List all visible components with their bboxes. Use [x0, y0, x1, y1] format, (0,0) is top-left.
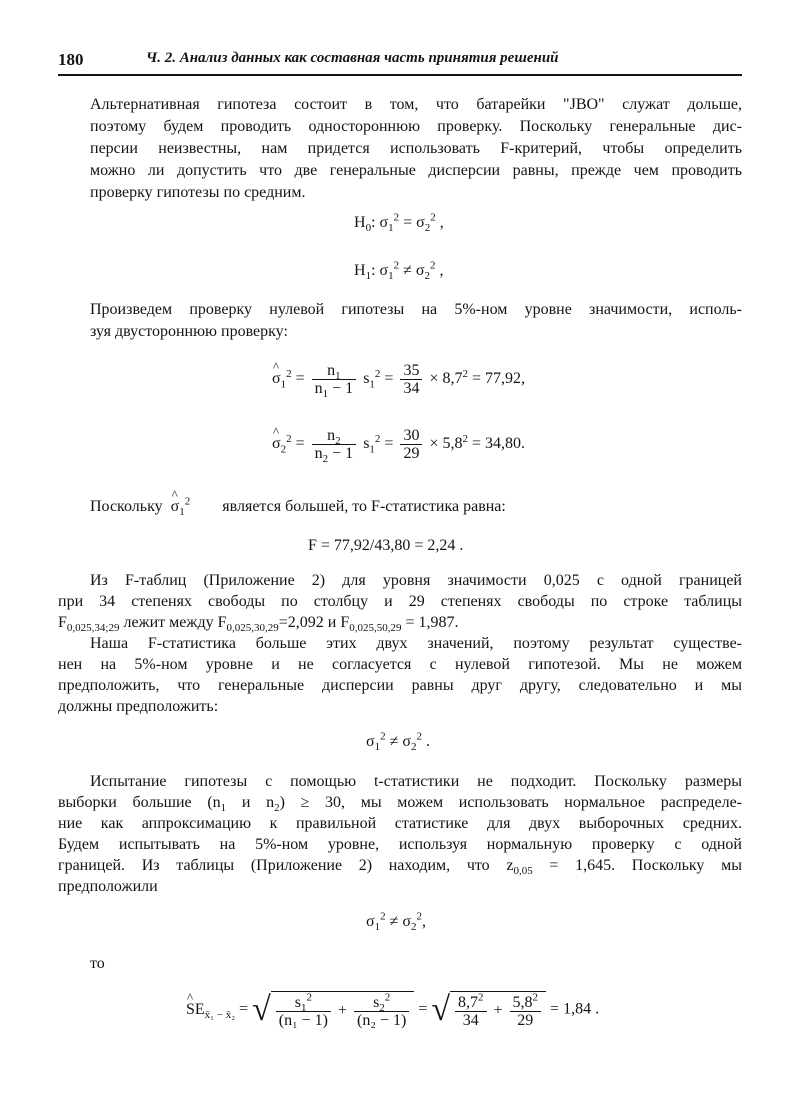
- text-line: можно ли допустить что две генеральные дисперсии равны, прежде чем проводить: [90, 162, 742, 179]
- paragraph-2: [90, 299, 742, 343]
- text-line: предположили: [58, 878, 158, 895]
- running-header: [58, 50, 742, 76]
- paragraph-1: [90, 94, 742, 204]
- text-line: $F_{0,025,34;29}$ лежит между $F_{0,025,30,29}=2,092$ и $F_{0,025,50,29} = 1,987$.: [58, 614, 459, 635]
- inequality-2: $\sigma_1^2 \ne \sigma_2^2$,: [366, 910, 427, 934]
- running-title: Ч. 2. Анализ данных как составная часть принятия решений: [146, 50, 559, 66]
- sentence-larger-variance: Поскольку ^ $\sigma_1^2$ является большей, то F-статистика равна:: [90, 498, 506, 516]
- text-line: Наша F-статистика больше этих двух значений, поэтому результат существе-: [90, 635, 742, 652]
- text-line: выборки большие ($n_1$ и $n_2) \ge 30$, мы можем использовать нормальное распределе-: [58, 794, 743, 815]
- text-line: при 34 степенях свободы по столбцу и 29 степенях свободы по строке таблицы: [58, 593, 742, 610]
- null-hypothesis: $H_0$: $\sigma_1^2 = \sigma_2^2$ ,: [354, 211, 444, 235]
- text-line: проверку гипотезы по средним.: [90, 184, 306, 201]
- f-statistic-equation: F = 77,92/43,80 = 2,24 .: [308, 537, 464, 554]
- text-line: границей. Из таблицы (Приложение 2) находим, что $z_{0,05} = 1,645$. Поскольку мы: [58, 857, 742, 878]
- text-line: нен на 5%-ном уровне и не согласуется с нулевой гипотезой. Мы не можем: [58, 656, 742, 673]
- text-line: должны предположить:: [58, 698, 219, 715]
- text-line: Из F-таблиц (Приложение 2) для уровня значимости 0,025 с одной границей: [90, 572, 742, 589]
- text-line: Произведем проверку нулевой гипотезы на 5%-ном уровне значимости, исполь-: [90, 301, 742, 318]
- text-line: предположить, что генеральные дисперсии равны друг другу, следовательно и мы: [58, 677, 742, 694]
- paragraph-5: [58, 771, 742, 897]
- alternative-hypothesis: $H_1$: $\sigma_1^2 \ne \sigma_2^2$ ,: [354, 259, 444, 283]
- text-line: зуя двустороннюю проверку:: [90, 323, 288, 340]
- page-number: 180: [58, 50, 84, 69]
- text-line: Альтернативная гипотеза состоит в том, что батарейки "JBO" служат дольше,: [90, 96, 742, 113]
- variance-estimate-2: ^ $\sigma_2^2$ = $\frac{n_2}{n_2 - 1}$ $s_1^2$ = $\frac{30}{29}$ × $5,8^2 = 34,80$.: [272, 427, 525, 462]
- text-line: ние как аппроксимацию к правильной статистике для двух выборочных средних.: [58, 815, 742, 832]
- text-line: поэтому будем проводить одностороннюю проверку. Поскольку генеральные дис-: [90, 118, 742, 135]
- paragraph-4: [58, 570, 742, 717]
- text-line: персии неизвестны, нам придется использовать F-критерий, чтобы определить: [90, 140, 742, 157]
- word-to: то: [90, 955, 105, 972]
- variance-estimate-1: ^ $\sigma_1^2$ = $\frac{n_1}{n_1 - 1}$ $s_1^2$ = $\frac{35}{34}$ × $8,7^2 = 77,92$,: [272, 362, 525, 397]
- text-line: Испытание гипотезы с помощью t-статистики не подходит. Поскольку размеры: [90, 773, 742, 790]
- standard-error-equation: ^ $SE_{x̄_1 - x̄_2}$ = √ $\frac{s_1^2}{\text{(n₁ − 1)}}$ + $\frac{s_2^2}{\text{(n₂ − 1)}}$ = √ $\frac{8,7^2}{34}$ + $\frac{5,8^2}{29}$ = 1,84 .: [186, 990, 599, 1030]
- inequality-1: $\sigma_1^2 \ne \sigma_2^2$ .: [366, 730, 431, 754]
- text-line: Будем испытывать на 5%-ном уровне, используя нормальную проверку с одной: [58, 836, 742, 853]
